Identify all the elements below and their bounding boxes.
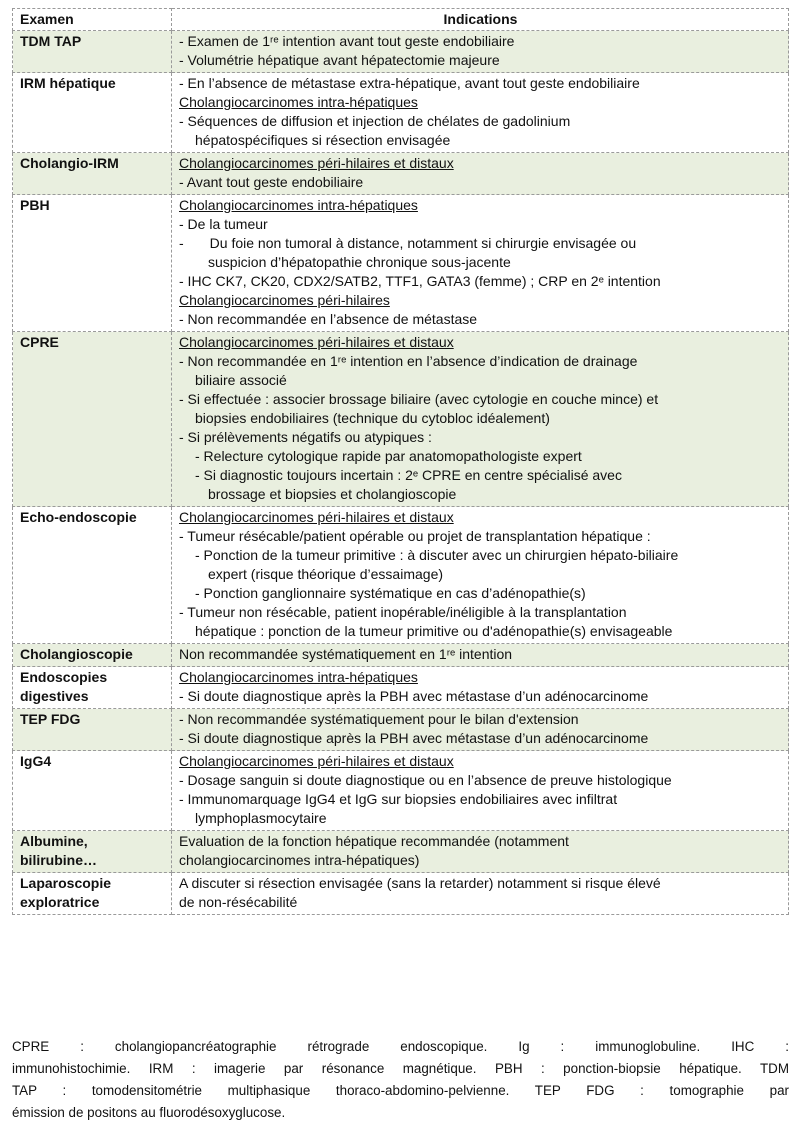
indication-line: - Non recommandée systématiquement pour le bilan d'extension xyxy=(179,711,579,727)
indications-cell xyxy=(172,153,789,195)
indication-text: Du foie non tumoral à distance, notamment si chirurgie envisagée ou xyxy=(209,235,637,251)
subsection-heading: Cholangiocarcinomes péri-hilaires et distaux xyxy=(179,753,454,769)
indications-cell xyxy=(172,195,789,332)
table-row xyxy=(13,873,789,915)
footnote-line: émission de positons au fluorodésoxyglucose. xyxy=(12,1105,286,1120)
indication-line: - En l’absence de métastase extra-hépatique, avant tout geste endobiliaire xyxy=(179,75,640,91)
exam-label: IgG4 xyxy=(20,753,52,769)
indication-line: brossage et biopsies et cholangioscopie xyxy=(208,486,457,502)
table-row xyxy=(13,153,789,195)
subsection-heading: Cholangiocarcinomes péri-hilaires et distaux xyxy=(179,334,454,350)
exam-cell xyxy=(13,31,172,73)
table-row xyxy=(13,644,789,667)
indication-line: expert (risque théorique d’essaimage) xyxy=(208,566,444,582)
footnote xyxy=(12,1036,789,1124)
indication-line: de non-résécabilité xyxy=(179,894,298,910)
exam-label: Laparoscopie xyxy=(20,875,112,891)
table-row xyxy=(13,73,789,153)
subsection-heading: Cholangiocarcinomes intra-hépatiques xyxy=(179,94,418,110)
exam-label: IRM hépatique xyxy=(20,75,116,91)
indication-line: - Avant tout geste endobiliaire xyxy=(179,174,364,190)
indication-line: - Examen de 1ʳᵉ intention avant tout geste endobiliaire xyxy=(179,33,515,49)
table-row xyxy=(13,709,789,751)
indication-line: - Si effectuée : associer brossage biliaire (avec cytologie en couche mince) et xyxy=(179,391,659,407)
exam-label: CPRE xyxy=(20,334,59,350)
exam-cell xyxy=(13,831,172,873)
exam-cell xyxy=(13,507,172,644)
exam-label: TDM TAP xyxy=(20,33,82,49)
indication-line: - Volumétrie hépatique avant hépatectomie majeure xyxy=(179,52,500,68)
indication-line: - Ponction de la tumeur primitive : à discuter avec un chirurgien hépato-biliaire xyxy=(195,547,679,563)
indication-line: - Si doute diagnostique après la PBH avec métastase d’un adénocarcinome xyxy=(179,730,649,746)
exam-label: Echo-endoscopie xyxy=(20,509,137,525)
exam-label: Albumine, xyxy=(20,833,88,849)
indication-line: - Si doute diagnostique après la PBH avec métastase d’un adénocarcinome xyxy=(179,688,649,704)
indications-cell xyxy=(172,644,789,667)
indication-line: - Relecture cytologique rapide par anatomopathologiste expert xyxy=(195,448,582,464)
indication-line: - Non recommandée en l’absence de métastase xyxy=(179,311,478,327)
indication-line: hépatospécifiques si résection envisagée xyxy=(195,132,451,148)
header-exam: Examen xyxy=(13,9,172,31)
exam-cell xyxy=(13,873,172,915)
exam-label: digestives xyxy=(20,688,89,704)
exam-cell xyxy=(13,195,172,332)
exam-label: Cholangio-IRM xyxy=(20,155,119,171)
indication-line: - De la tumeur xyxy=(179,216,268,232)
footnote-line: immunohistochimie. IRM : imagerie par résonance magnétique. PBH : ponction-biopsie hépatique. TDM xyxy=(12,1061,789,1076)
indication-line: - Immunomarquage IgG4 et IgG sur biopsies endobiliaires avec infiltrat xyxy=(179,791,618,807)
subsection-heading: Cholangiocarcinomes péri-hilaires et distaux xyxy=(179,155,454,171)
indications-cell xyxy=(172,667,789,709)
indication-line: - Ponction ganglionnaire systématique en cas d’adénopathie(s) xyxy=(195,585,586,601)
indications-cell xyxy=(172,831,789,873)
subsection-heading: Cholangiocarcinomes intra-hépatiques xyxy=(179,669,418,685)
indication-line: Evaluation de la fonction hépatique recommandée (notamment xyxy=(179,833,569,849)
indication-line xyxy=(179,234,782,253)
indications-cell xyxy=(172,507,789,644)
indication-line: - Séquences de diffusion et injection de chélates de gadolinium xyxy=(179,113,571,129)
indications-cell xyxy=(172,73,789,153)
indications-cell xyxy=(172,751,789,831)
indication-line: biopsies endobiliaires (technique du cytobloc idéalement) xyxy=(195,410,550,426)
bullet-dash: - xyxy=(179,235,184,251)
exam-cell xyxy=(13,644,172,667)
exam-label: exploratrice xyxy=(20,894,100,910)
table-row xyxy=(13,831,789,873)
exam-cell xyxy=(13,667,172,709)
indication-line: lymphoplasmocytaire xyxy=(195,810,327,826)
indication-line: - Tumeur non résécable, patient inopérable/inéligible à la transplantation xyxy=(179,604,627,620)
indication-line: cholangiocarcinomes intra-hépatiques) xyxy=(179,852,420,868)
table-row xyxy=(13,751,789,831)
footnote-line: CPRE : cholangiopancréatographie rétrograde endoscopique. Ig : immunoglobuline. IHC : xyxy=(12,1039,789,1054)
exam-label: bilirubine… xyxy=(20,852,97,868)
indication-line: - Si diagnostic toujours incertain : 2ᵉ CPRE en centre spécialisé avec xyxy=(195,467,622,483)
table-row xyxy=(13,667,789,709)
footnote-line: TAP : tomodensitométrie multiphasique thoraco-abdomino-pelvienne. TEP FDG : tomographie par xyxy=(12,1083,789,1098)
exam-cell xyxy=(13,709,172,751)
indication-line: - IHC CK7, CK20, CDX2/SATB2, TTF1, GATA3 (femme) ; CRP en 2ᵉ intention xyxy=(179,273,661,289)
header-indications: Indications xyxy=(172,9,789,31)
indication-line: - Tumeur résécable/patient opérable ou projet de transplantation hépatique : xyxy=(179,528,651,544)
exam-cell xyxy=(13,751,172,831)
exam-label: Cholangioscopie xyxy=(20,646,133,662)
indication-line: biliaire associé xyxy=(195,372,287,388)
indication-line: - Non recommandée en 1ʳᵉ intention en l’absence d’indication de drainage xyxy=(179,353,638,369)
table-row xyxy=(13,31,789,73)
table-row xyxy=(13,507,789,644)
exam-label: Endoscopies xyxy=(20,669,108,685)
table-body xyxy=(13,31,789,915)
indication-line: - Si prélèvements négatifs ou atypiques : xyxy=(179,429,432,445)
indications-table xyxy=(12,8,789,915)
subsection-heading: Cholangiocarcinomes péri-hilaires et distaux xyxy=(179,509,454,525)
table-row xyxy=(13,332,789,507)
indication-line: A discuter si résection envisagée (sans la retarder) notamment si risque élevé xyxy=(179,875,661,891)
exam-label: TEP FDG xyxy=(20,711,81,727)
indications-cell xyxy=(172,332,789,507)
exam-cell xyxy=(13,153,172,195)
exam-cell xyxy=(13,73,172,153)
indication-line: Non recommandée systématiquement en 1ʳᵉ intention xyxy=(179,646,513,662)
exam-cell xyxy=(13,332,172,507)
indication-line: suspicion d’hépatopathie chronique sous-jacente xyxy=(208,254,511,270)
indications-cell xyxy=(172,31,789,73)
header-row xyxy=(13,9,789,31)
indications-cell xyxy=(172,709,789,751)
indication-line: hépatique : ponction de la tumeur primitive ou d'adénopathie(s) envisageable xyxy=(195,623,673,639)
indication-line: - Dosage sanguin si doute diagnostique ou en l’absence de preuve histologique xyxy=(179,772,672,788)
subsection-heading: Cholangiocarcinomes péri-hilaires xyxy=(179,292,390,308)
indications-cell xyxy=(172,873,789,915)
table-row xyxy=(13,195,789,332)
exam-label: PBH xyxy=(20,197,50,213)
subsection-heading: Cholangiocarcinomes intra-hépatiques xyxy=(179,197,418,213)
